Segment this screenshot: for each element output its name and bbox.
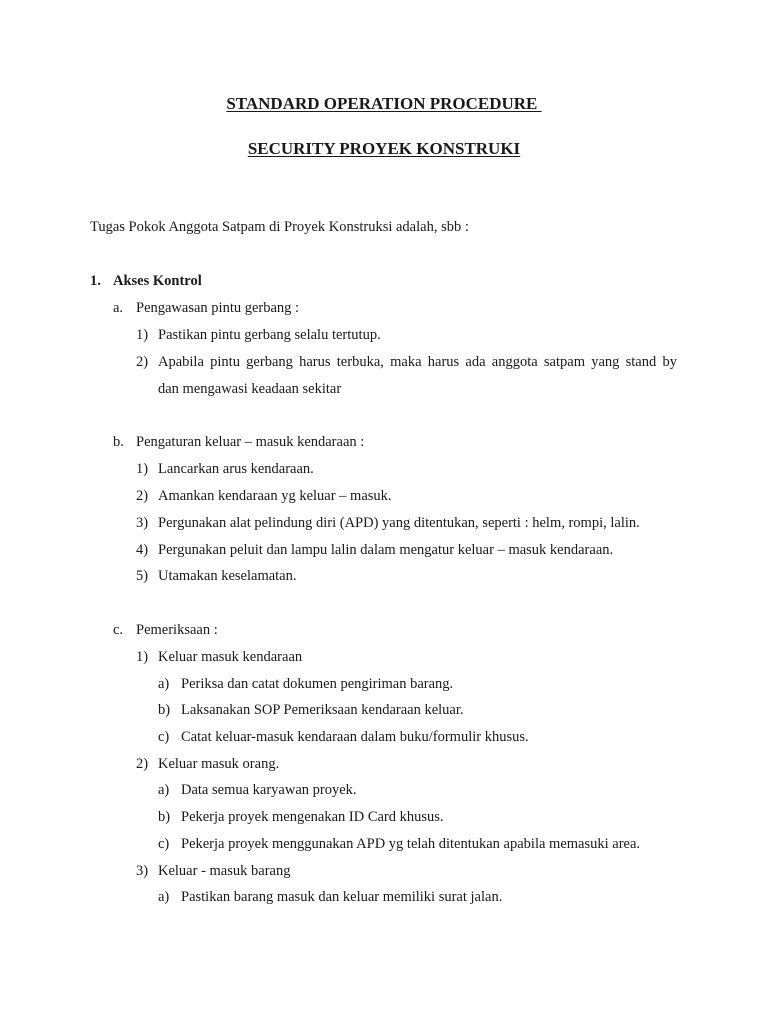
list-marker: 5) (136, 568, 149, 584)
sub-list-item: Pastikan barang masuk dan keluar memiliki surat jalan. (181, 889, 503, 905)
section-heading: Akses Kontrol (113, 273, 202, 289)
subsection-label: Pengawasan pintu gerbang : (136, 300, 300, 316)
list-marker: 1) (136, 461, 149, 477)
subsection-marker: c. (113, 622, 124, 638)
list-item: Lancarkan arus kendaraan. (158, 461, 314, 477)
sub-list-item: Pekerja proyek mengenakan ID Card khusus. (181, 809, 444, 825)
list-item: Keluar - masuk barang (158, 863, 291, 879)
subsection-label: Pengaturan keluar – masuk kendaraan : (136, 434, 365, 450)
list-marker: 2) (136, 354, 149, 370)
sub-list-item: Pekerja proyek menggunakan APD yg telah ditentukan apabila memasuki area. (181, 836, 641, 852)
sub-list-marker: a) (158, 889, 170, 905)
list-item: Keluar masuk kendaraan (158, 649, 303, 665)
list-marker: 4) (136, 542, 149, 558)
list-item: Keluar masuk orang. (158, 756, 280, 772)
sub-list-marker: c) (158, 836, 170, 852)
sub-list-item: Catat keluar-masuk kendaraan dalam buku/formulir khusus. (181, 729, 529, 745)
section-number: 1. (90, 273, 101, 289)
intro-text: Tugas Pokok Anggota Satpam di Proyek Konstruksi adalah, sbb : (90, 219, 469, 235)
list-item: Utamakan keselamatan. (158, 568, 297, 584)
subsection-marker: b. (113, 434, 124, 450)
list-item: Pastikan pintu gerbang selalu tertutup. (158, 327, 381, 343)
list-marker: 1) (136, 649, 149, 665)
subsection-label: Pemeriksaan : (136, 622, 218, 638)
sub-list-item: Laksanakan SOP Pemeriksaan kendaraan keluar. (181, 702, 464, 718)
document-title: STANDARD OPERATION PROCEDURE (226, 94, 542, 113)
document-subtitle: SECURITY PROYEK KONSTRUKI (247, 139, 521, 158)
list-item: Amankan kendaraan yg keluar – masuk. (158, 488, 392, 504)
list-marker: 2) (136, 756, 149, 772)
list-item: Apabila pintu gerbang harus terbuka, maka harus ada anggota satpam yang stand by (158, 354, 677, 370)
sub-list-marker: c) (158, 729, 170, 745)
sub-list-item: Data semua karyawan proyek. (181, 782, 357, 798)
list-marker: 3) (136, 515, 149, 531)
sub-list-marker: b) (158, 702, 171, 718)
sub-list-item: Periksa dan catat dokumen pengiriman barang. (181, 676, 454, 692)
list-item-continuation: dan mengawasi keadaan sekitar (158, 381, 342, 397)
list-item: Pergunakan peluit dan lampu lalin dalam mengatur keluar – masuk kendaraan. (158, 542, 614, 558)
list-marker: 2) (136, 488, 149, 504)
list-item: Pergunakan alat pelindung diri (APD) yang ditentukan, seperti : helm, rompi, lalin. (158, 515, 640, 531)
sub-list-marker: a) (158, 676, 170, 692)
list-marker: 1) (136, 327, 149, 343)
sub-list-marker: a) (158, 782, 170, 798)
sub-list-marker: b) (158, 809, 171, 825)
list-marker: 3) (136, 863, 149, 879)
subsection-marker: a. (113, 300, 124, 316)
